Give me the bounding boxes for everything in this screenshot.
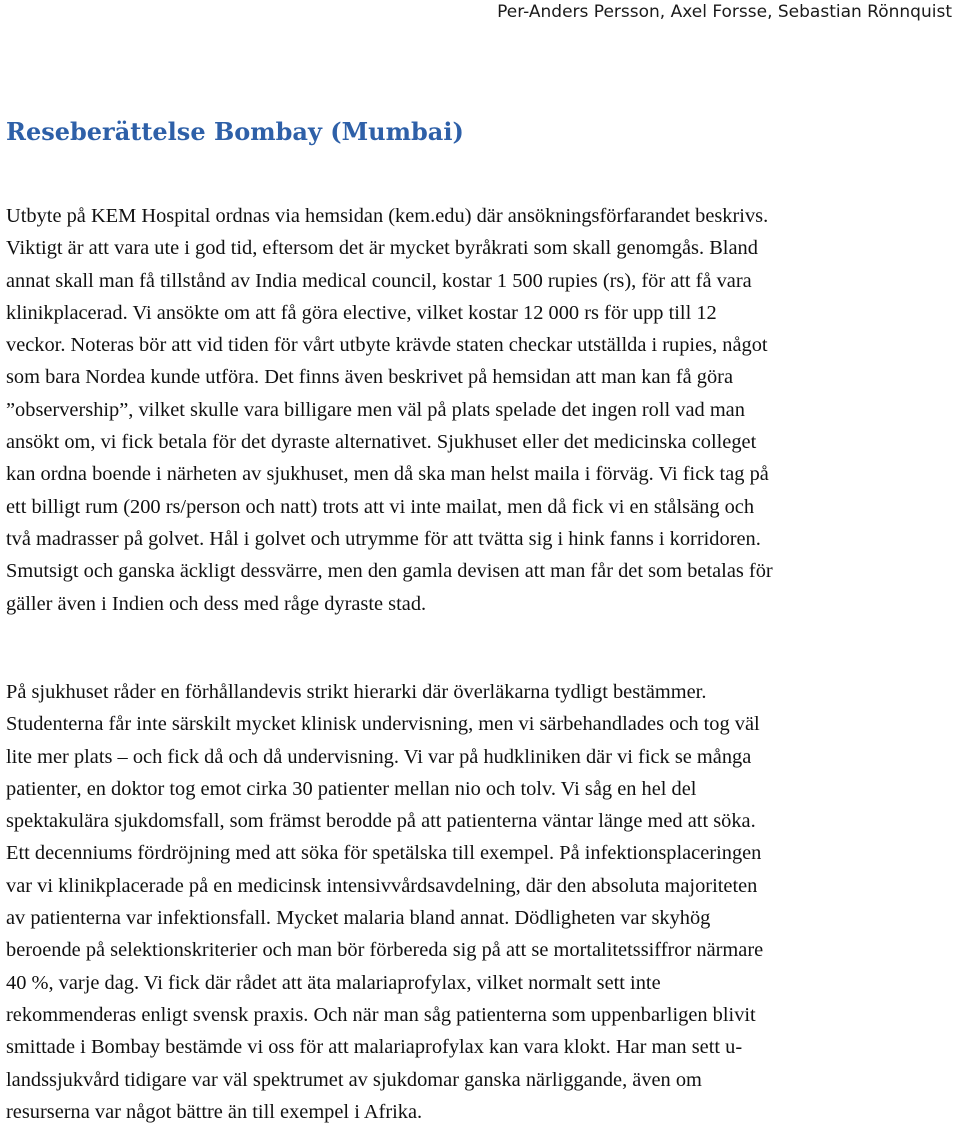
paragraph-line: klinikplacerad. Vi ansökte om att få göra elective, vilket kostar 12 000 rs för upp till 12 [6, 301, 717, 324]
paragraph-line: Viktigt är att vara ute i god tid, eftersom det är mycket byråkrati som skall genomgås. Bland [6, 237, 758, 260]
paragraph-line: två madrasser på golvet. Hål i golvet och utrymme för att tvätta sig i hink fanns i korridoren. [6, 527, 761, 550]
paragraph-hospital [6, 676, 956, 1128]
paragraph-line: ”observership”, vilket skulle vara billigare men väl på plats spelade det ingen roll vad man [6, 398, 745, 421]
paragraph-line: patienter, en doktor tog emot cirka 30 patienter mellan nio och tolv. Vi såg en hel del [6, 777, 697, 800]
paragraph-line: ansökt om, vi fick betala för det dyraste alternativet. Sjukhuset eller det medicinska colleget [6, 431, 757, 454]
paragraph-line: beroende på selektionskriterier och man bör förbereda sig på att se mortalitetssiffror närmare [6, 939, 764, 962]
paragraph-line: resurserna var något bättre än till exempel i Afrika. [6, 1100, 423, 1123]
paragraph-line: som bara Nordea kunde utföra. Det finns även beskrivet på hemsidan att man kan få göra [6, 366, 734, 389]
paragraph-line: smittade i Bombay bestämde vi oss för att malariaprofylax kan vara klokt. Har man sett u- [6, 1036, 743, 1059]
paragraph-line: spektakulära sjukdomsfall, som främst berodde på att patienterna väntar länge med att söka. [6, 810, 756, 833]
paragraph-application [6, 200, 956, 620]
paragraph-line: lite mer plats – och fick då och då undervisning. Vi var på hudkliniken där vi fick se många [6, 745, 752, 768]
paragraph-line: ett billigt rum (200 rs/person och natt) trots att vi inte mailat, men då fick vi en stålsäng och [6, 495, 755, 518]
paragraph-line: På sjukhuset råder en förhållandevis strikt hierarki där överläkarna tydligt bestämmer. [6, 681, 707, 703]
paragraph-line: rekommenderas enligt svensk praxis. Och när man såg patienterna som uppenbarligen blivit [6, 1003, 756, 1026]
paragraph-line: Studenterna får inte särskilt mycket klinisk undervisning, men vi särbehandlades och tog väl [6, 713, 760, 736]
paragraph-line: annat skall man få tillstånd av India medical council, kostar 1 500 rupies (rs), för att få vara [6, 269, 752, 292]
paragraph-line: av patienterna var infektionsfall. Mycket malaria bland annat. Dödligheten var skyhög [6, 907, 711, 930]
paragraph-line: Utbyte på KEM Hospital ordnas via hemsidan (kem.edu) där ansökningsförfarandet beskrivs. [6, 205, 769, 227]
paragraph-line: Smutsigt och ganska äckligt dessvärre, men den gamla devisen att man får det som betalas för [6, 560, 773, 583]
paragraph-line: Ett decenniums fördröjning med att söka för spetälska till exempel. På infektionsplaceringen [6, 842, 762, 865]
paragraph-line: landssjukvård tidigare var väl spektrumet av sjukdomar ganska närliggande, även om [6, 1068, 702, 1091]
document-title: Reseberättelse Bombay (Mumbai) [6, 117, 464, 146]
paragraph-line: gäller även i Indien och dess med råge dyraste stad. [6, 592, 427, 615]
paragraph-line: veckor. Noteras bör att vid tiden för vårt utbyte krävde staten checkar utställda i rupies, något [6, 334, 768, 357]
paragraph-line: kan ordna boende i närheten av sjukhuset, men då ska man helst maila i förväg. Vi fick tag på [6, 463, 769, 486]
paragraph-line: var vi klinikplacerade på en medicinsk intensivvårdsavdelning, där den absoluta majoriteten [6, 874, 758, 897]
paragraph-line: 40 %, varje dag. Vi fick där rådet att äta malariaprofylax, vilket normalt sett inte [6, 971, 661, 994]
running-header-authors: Per-Anders Persson, Axel Forsse, Sebastian Rönnquist [497, 2, 952, 22]
